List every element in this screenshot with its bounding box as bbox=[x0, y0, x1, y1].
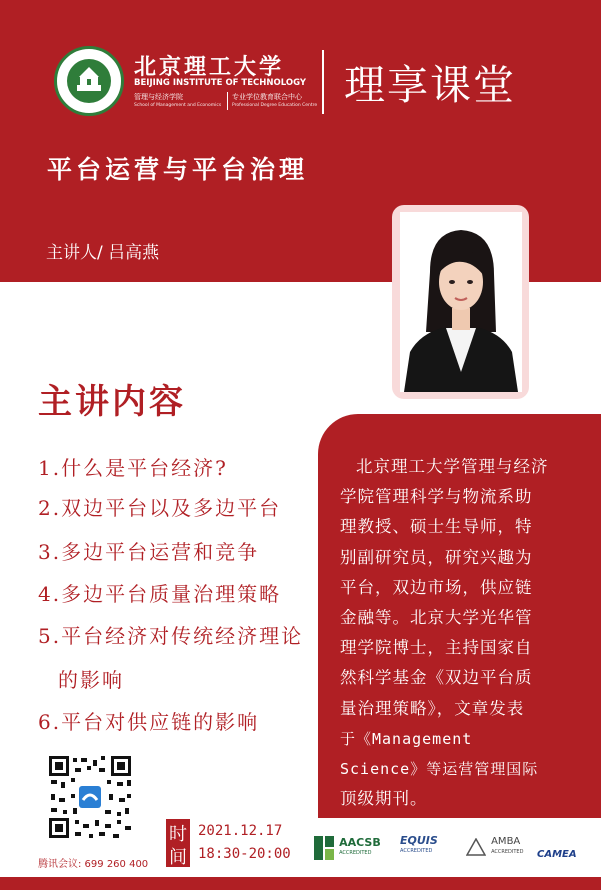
bottom-bar bbox=[0, 877, 601, 890]
event-date: 2021.12.17 bbox=[198, 823, 283, 839]
aacsb-icon bbox=[314, 836, 334, 860]
qr-code-icon bbox=[47, 754, 133, 840]
speaker-portrait bbox=[400, 212, 522, 392]
topic-item: 4.多边平台质量治理策略 bbox=[38, 582, 282, 606]
bio-line: 然科学基金《双边平台质 bbox=[340, 668, 533, 688]
school-name-cn: 管理与经济学院 bbox=[134, 93, 183, 101]
bio-line: 金融等。北京大学光华管 bbox=[340, 608, 533, 628]
divider bbox=[227, 92, 228, 110]
amba-icon bbox=[466, 838, 486, 856]
topic-item: 6.平台对供应链的影响 bbox=[38, 710, 260, 734]
topic-item: 3.多边平台运营和竞争 bbox=[38, 540, 260, 564]
bio-line: 平台，双边市场，供应链 bbox=[340, 577, 533, 597]
bio-line: Science》等运营管理国际 bbox=[340, 760, 539, 779]
university-emblem-icon bbox=[67, 59, 111, 103]
bio-line: 学院管理科学与物流系助 bbox=[340, 487, 533, 507]
time-label-char: 间 bbox=[169, 847, 187, 868]
equis-sub: ACCREDITED bbox=[400, 848, 433, 854]
bio-line: 于《Management bbox=[340, 729, 473, 748]
section-title: 主讲内容 bbox=[38, 382, 186, 422]
camea-name: CAMEA bbox=[537, 849, 577, 860]
topic-item: 2.双边平台以及多边平台 bbox=[38, 496, 282, 520]
topic-item-continued: 的影响 bbox=[58, 668, 124, 692]
brand-divider bbox=[322, 50, 324, 114]
equis-name: EQUIS bbox=[400, 834, 438, 847]
camea-logo bbox=[537, 842, 577, 861]
school-name-en: School of Management and Economics bbox=[134, 103, 222, 108]
bio-line: 北京理工大学管理与经济 bbox=[356, 457, 549, 476]
center-name-cn: 专业学位教育联合中心 bbox=[232, 93, 302, 101]
meeting-qr-code[interactable] bbox=[47, 754, 133, 840]
aacsb-sub: ACCREDITED bbox=[339, 850, 372, 856]
aacsb-name: AACSB bbox=[339, 836, 381, 849]
bio-line: 顶级期刊。 bbox=[340, 789, 428, 809]
talk-title: 平台运营与平台治理 bbox=[47, 155, 309, 184]
amba-name: AMBA bbox=[491, 835, 521, 847]
meeting-id: 腾讯会议: 699 260 400 bbox=[38, 859, 149, 870]
speaker-bio bbox=[340, 452, 580, 814]
brand-title: 理享课堂 bbox=[344, 61, 516, 109]
amba-logo bbox=[466, 836, 523, 857]
speaker-name: 主讲人/ 吕高燕 bbox=[46, 243, 160, 263]
topic-item: 1.什么是平台经济? bbox=[38, 456, 228, 480]
university-name-cn: 北京理工大学 bbox=[134, 54, 285, 80]
bio-line: 量治理策略》，文章发表 bbox=[340, 698, 525, 718]
topic-item: 5.平台经济对传统经济理论 bbox=[38, 624, 304, 648]
bio-line: 别副研究员，研究兴趣为 bbox=[340, 547, 533, 567]
university-name-en: BEIJING INSTITUTE OF TECHNOLOGY bbox=[134, 78, 307, 88]
equis-logo bbox=[400, 836, 438, 856]
amba-sub: ACCREDITED bbox=[491, 848, 524, 855]
aacsb-logo bbox=[314, 836, 381, 860]
university-logo bbox=[54, 46, 124, 116]
time-label-char: 时 bbox=[169, 824, 187, 845]
center-name-en: Professional Degree Education Centre bbox=[232, 103, 318, 108]
event-hours: 18:30-20:00 bbox=[198, 846, 291, 862]
bio-line: 理教授、硕士生导师，特 bbox=[340, 517, 533, 537]
bio-line: 理学院博士，主持国家自 bbox=[340, 638, 533, 658]
